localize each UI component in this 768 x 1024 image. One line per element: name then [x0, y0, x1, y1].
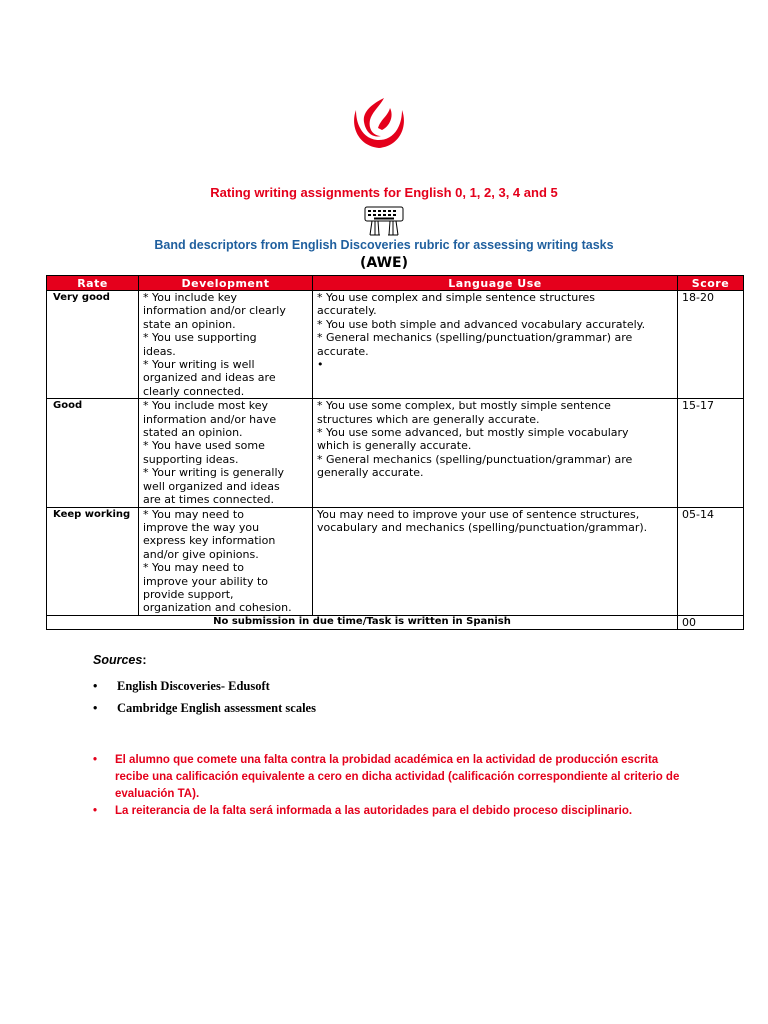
sources-colon: : — [142, 653, 147, 667]
empty-bullet: • — [317, 358, 324, 372]
table-header-row — [47, 276, 744, 291]
academic-integrity-notes — [93, 752, 693, 820]
table-row — [47, 399, 744, 507]
development-cell: * You may need to improve the way you express key information and/or give opinions. * You may need to improve your ability to provide support, organization and cohesion. — [139, 507, 313, 615]
table-row — [47, 507, 744, 615]
rate-cell: Good — [47, 399, 139, 507]
page-title: Rating writing assignments for English 0, 1, 2, 3, 4 and 5 — [210, 185, 558, 200]
header-score: Score — [678, 276, 744, 291]
language-use-cell: You may need to improve your use of sentence structures, vocabulary and mechanics (spelling/punctuation/grammar). — [313, 507, 678, 615]
development-cell: * You include most key information and/or have stated an opinion. * You have used some supporting ideas. * Your writing is generally well organized and ideas are at times connected. — [139, 399, 313, 507]
score-cell: 05-14 — [678, 507, 744, 615]
sources-label — [93, 653, 147, 667]
header-language-use: Language Use — [313, 276, 678, 291]
sources-label-text: Sources — [93, 653, 143, 667]
list-item: • English Discoveries- Edusoft — [93, 675, 316, 697]
header-development: Development — [139, 276, 313, 291]
awe-heading: (AWE) — [359, 255, 408, 271]
list-item: • Cambridge English assessment scales — [93, 697, 316, 719]
rate-cell: Very good — [47, 291, 139, 399]
score-cell: 15-17 — [678, 399, 744, 507]
upc-flame-logo-icon — [348, 96, 410, 150]
sources-list — [93, 675, 316, 719]
table-row — [47, 291, 744, 399]
list-item: • El alumno que comete una falta contra la probidad académica en la actividad de producción escrita recibe una calificación equivalente a cero en dicha actividad (calificación correspondiente al criterio de evaluación TA). — [93, 752, 693, 803]
no-submission-row — [47, 615, 744, 629]
language-use-cell: * You use complex and simple sentence structures accurately. * You use both simple and advanced vocabulary accurately. * General mechanics (spelling/punctuation/grammar) are accurate. • — [313, 291, 678, 399]
no-submission-score: 00 — [678, 615, 744, 629]
header-rate: Rate — [47, 276, 139, 291]
language-use-cell: * You use some complex, but mostly simple sentence structures which are generally accurate. * You use some advanced, but mostly simple vocabulary which is generally accurate. * General mechanics (spelling/punctuation/grammar) are generally accurate. — [313, 399, 678, 507]
no-submission-text: No submission in due time/Task is written in Spanish — [47, 615, 678, 629]
list-item: • La reiterancia de la falta será informada a las autoridades para el debido proceso disciplinario. — [93, 803, 693, 820]
page-subtitle: Band descriptors from English Discoveries rubric for assessing writing tasks — [154, 238, 614, 252]
development-cell: * You include key information and/or clearly state an opinion. * You use supporting ideas. * Your writing is well organized and ideas are clearly connected. — [139, 291, 313, 399]
rubric-table — [46, 275, 744, 630]
keyboard-typing-icon — [364, 203, 404, 237]
rate-cell: Keep working — [47, 507, 139, 615]
score-cell: 18-20 — [678, 291, 744, 399]
